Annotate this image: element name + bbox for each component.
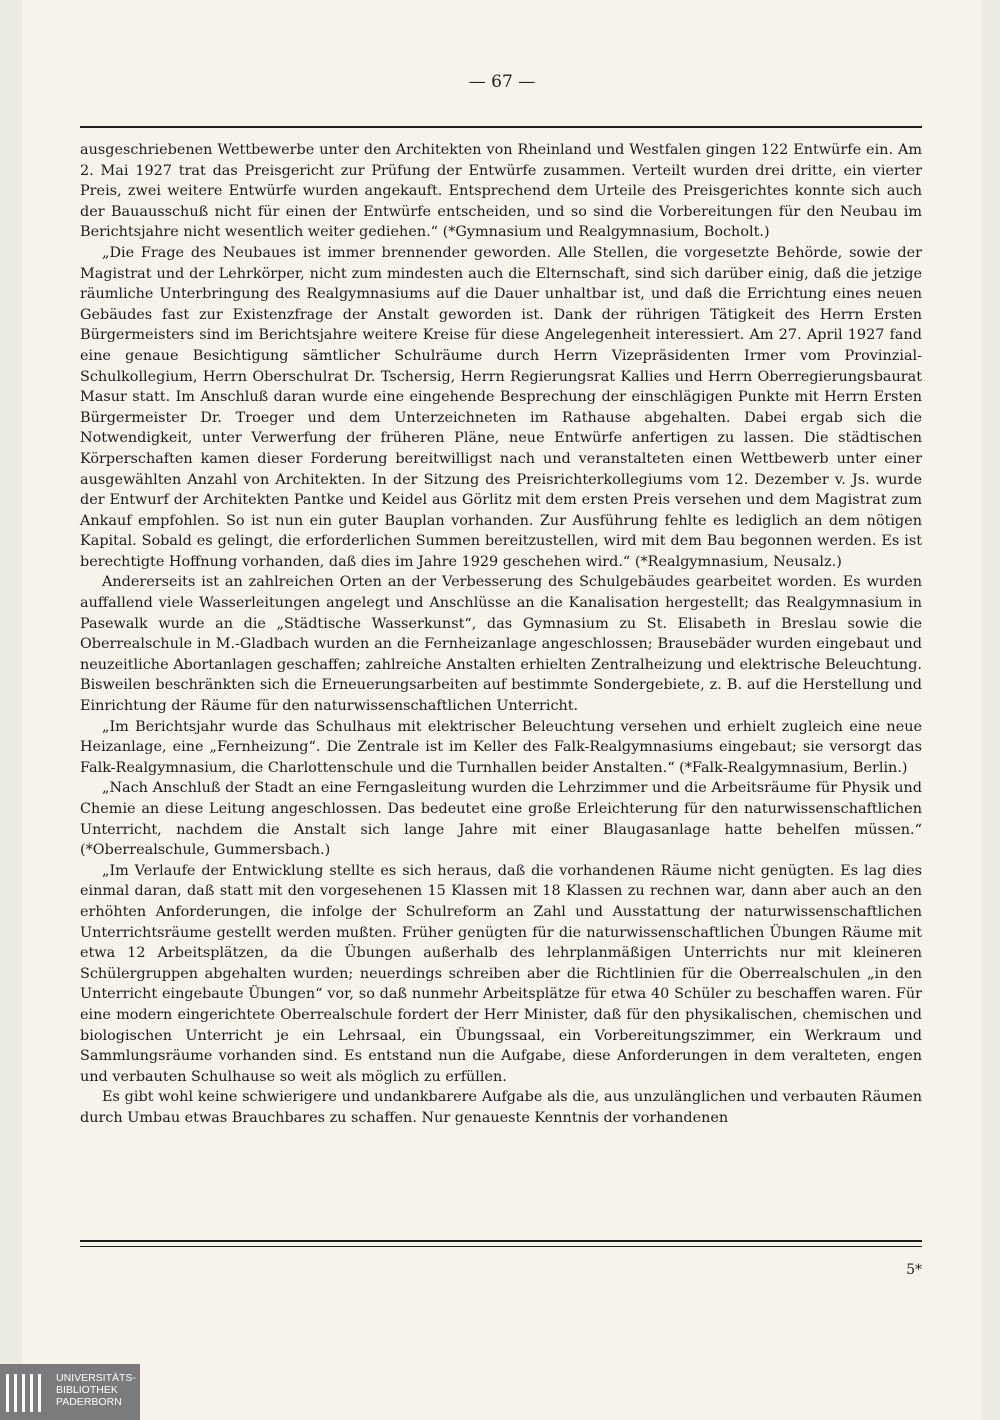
signature-mark: 5* <box>906 1262 922 1278</box>
footer-rule <box>80 1240 922 1242</box>
footer-rule-thin <box>80 1246 922 1247</box>
paragraph: „Im Berichtsjahr wurde das Schulhaus mit elektrischer Beleuchtung versehen und erhielt zugleich eine neue Heizanlage, eine „Fernheizung“. Die Zentrale ist im Keller des Falk-Realgymnasiums eingebaut; sie versorgt das Falk-Realgymnasium, die Charlottenschule und die Turnhallen beider Anstalten.“ (*Falk-Realgymnasium, Berlin.) <box>80 718 922 776</box>
header-rule <box>80 126 922 128</box>
paragraph: „Die Frage des Neubaues ist immer brennender geworden. Alle Stellen, die vorgesetzte Behörde, sowie der Magistrat und der Lehrkörper, nicht zum mindesten auch die Elternschaft, sind sich darüber einig, daß die jetzige räumliche Unterbringung des Realgymnasiums auf die Dauer unhaltbar ist, und daß die Errichtung eines neuen Gebäudes fast zur Existenzfrage der Anstalt geworden ist. Dank der rührigen Tätigkeit des Herrn Ersten Bürgermeisters sind im Berichtsjahre weitere Kreise für diese Angelegenheit interessiert. Am 27. April 1927 fand eine genaue Besichtigung sämtlicher Schulräume durch Herrn Vizepräsidenten Irmer vom Provinzial-Schulkollegium, Herrn Oberschulrat Dr. Tschersig, Herrn Regierungsrat Kallies und Herrn Oberregierungsbaurat Masur statt. Im Anschluß daran wurde eine eingehende Besprechung der einschlägigen Punkte mit Herrn Ersten Bürgermeister Dr. Troeger und dem Unterzeichneten im Rathause abgehalten. Dabei ergab sich die Notwendigkeit, unter Verwerfung der früheren Pläne, neue Entwürfe anfertigen zu lassen. Die städtischen Körperschaften kamen dieser Forderung bereitwilligst nach und veranstalteten einen Wettbewerb unter einer ausgewählten Anzahl von Architekten. In der Sitzung des Preisrichterkollegiums vom 12. Dezember v. Js. wurde der Entwurf der Architekten Pantke und Keidel aus Görlitz mit dem ersten Preis versehen und dem Magistrat zum Ankauf empfohlen. So ist nun ein guter Bauplan vorhanden. Zur Ausführung fehlte es lediglich an dem nötigen Kapital. Sobald es gelingt, die erforderlichen Summen bereitzustellen, wird mit dem Bau begonnen werden. Es ist berechtigte Hoffnung vorhanden, daß dies im Jahre 1929 geschehen wird.“ (*Realgymnasium, Neusalz.) <box>80 244 922 570</box>
body-text <box>80 140 922 1129</box>
paragraph: ausgeschriebenen Wettbewerbe unter den Architekten von Rheinland und Westfalen gingen 122 Entwürfe ein. Am 2. Mai 1927 trat das Preisgericht zur Prüfung der Entwürfe zusammen. Verteilt wurden drei dritte, ein vierter Preis, zwei weitere Entwürfe wurden angekauft. Entsprechend dem Urteile des Preisgerichtes konnte sich auch der Bauausschuß nicht für einen der Entwürfe entscheiden, und so sind die Vorbereitungen für den Neubau im Berichtsjahre nicht wesentlich weiter gediehen.“ (*Gymnasium und Realgymnasium, Bocholt.) <box>80 142 922 241</box>
paragraph: „Nach Anschluß der Stadt an eine Ferngasleitung wurden die Lehrzimmer und die Arbeitsräume für Physik und Chemie an diese Leitung angeschlossen. Das bedeutet eine große Erleichterung für den naturwissenschaftlichen Unterricht, nachdem die Anstalt sich lange Jahre mit einer Blaugasanlage hatte behelfen müssen.“ (*Oberrealschule, Gummersbach.) <box>80 780 922 859</box>
badge-line: PADERBORN <box>56 1396 122 1408</box>
paragraph: „Im Verlaufe der Entwicklung stellte es sich heraus, daß die vorhandenen Räume nicht genügten. Es lag dies einmal daran, daß statt mit den vorgesehenen 15 Klassen mit 18 Klassen zu rechnen war, dann aber auch an den erhöhten Anforderungen, die infolge der Schulreform an Zahl und Ausstattung der naturwissenschaftlichen Unterrichtsräume gestellt werden mußten. Früher genügten für die naturwissenschaftlichen Übungen Räume mit etwa 12 Arbeitsplätzen, da die Übungen außerhalb des lehrplanmäßigen Unterrichts nur mit kleineren Schülergruppen abgehalten wurden; neuerdings schreiben aber die Richtlinien für die Oberrealschulen „in den Unterricht eingebaute Übungen“ vor, so daß nunmehr Arbeitsplätze für etwa 40 Schüler zu beschaffen waren. Für eine modern eingerichtete Oberrealschule fordert der Herr Minister, daß für den physikalischen, chemischen und biologischen Unterricht je ein Lehrsaal, ein Übungssaal, ein Vorbereitungszimmer, ein Werkraum und Sammlungsräume vorhanden sind. Es entstand nun die Aufgabe, diese Anforderungen in dem veralteten, engen und verbauten Schulhause so weit als möglich zu erfüllen. <box>80 862 922 1085</box>
document-page <box>22 0 982 1420</box>
paragraph: Es gibt wohl keine schwierigere und undankbarere Aufgabe als die, aus unzulänglichen und verbauten Räumen durch Umbau etwas Brauchbares zu schaffen. Nur genaueste Kenntnis der vorhandenen <box>80 1089 922 1126</box>
page-number: — 67 — <box>468 72 536 92</box>
library-badge <box>0 1364 140 1420</box>
badge-line: UNIVERSITÄTS- <box>56 1372 136 1384</box>
paragraph: Andererseits ist an zahlreichen Orten an der Verbesserung des Schulgebäudes gearbeitet worden. Es wurden auffallend viele Wasserleitungen angelegt und Anschlüsse an die Kanalisation hergestellt; das Realgymnasium in Pasewalk wurde an die „Städtische Wasserkunst“, das Gymnasium zu St. Elisabeth in Breslau sowie die Oberrealschule in M.-Gladbach wurden an die Fernheizanlage angeschlossen; Brausebäder wurden eingebaut und neuzeitliche Abortanlagen geschaffen; zahlreiche Anstalten erhielten Zentralheizung und elektrische Beleuchtung. Bisweilen beschränkten sich die Erneuerungsarbeiten auf bestimmte Sondergebiete, z. B. auf die Herstellung und Einrichtung der Räume für den naturwissenschaftlichen Unterricht. <box>80 574 922 715</box>
badge-line: BIBLIOTHEK <box>56 1384 118 1396</box>
library-logo-icon <box>6 1374 48 1412</box>
